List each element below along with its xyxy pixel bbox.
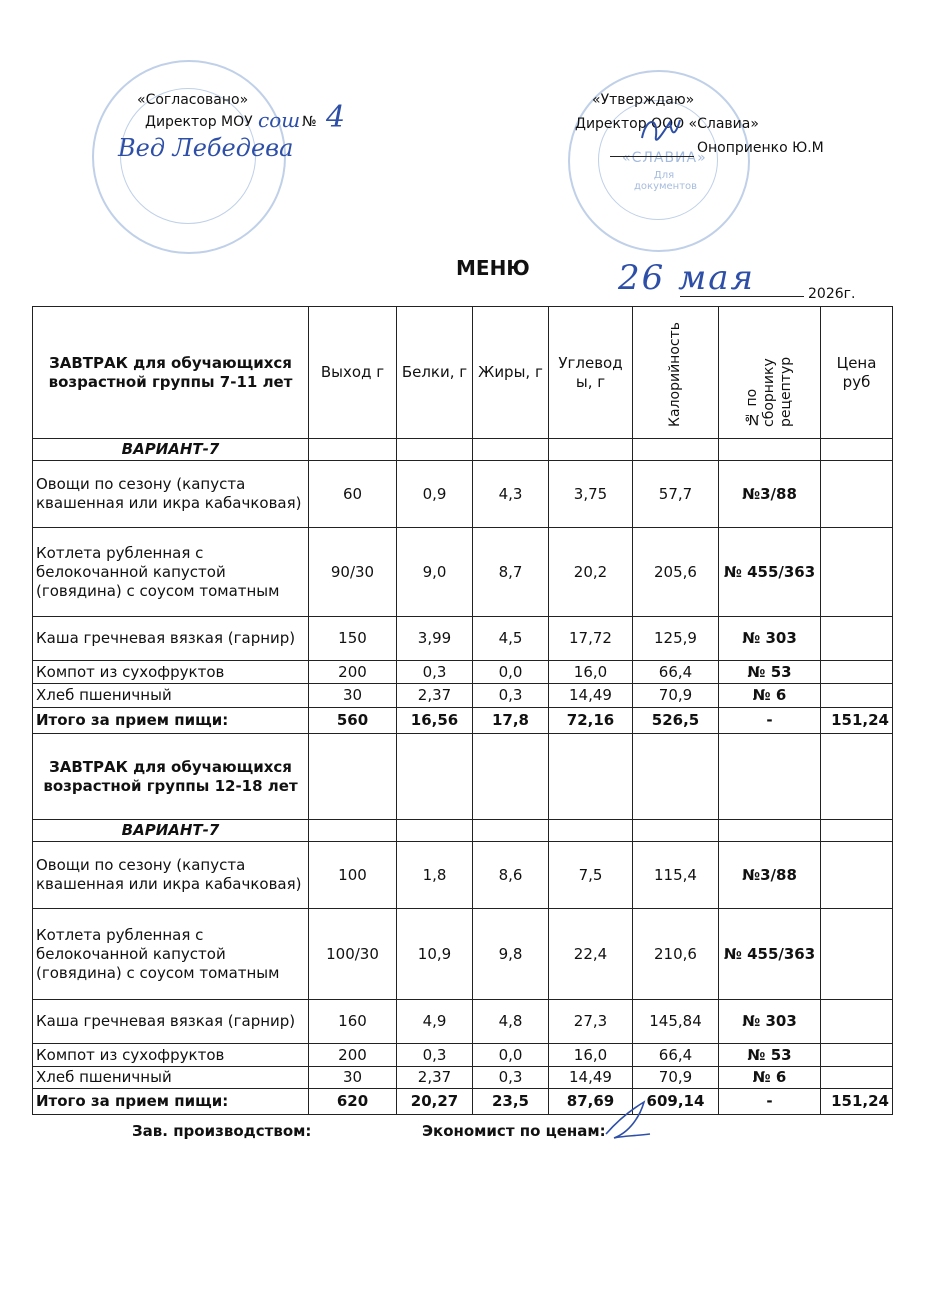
- dish-name: Компот из сухофруктов: [33, 661, 309, 684]
- section2-title: ЗАВТРАК для обучающихся возрастной группы 12-18 лет: [33, 734, 309, 820]
- dish-recipe: №3/88: [719, 842, 821, 909]
- dish-output: 150: [309, 617, 397, 661]
- table-row: [33, 528, 893, 617]
- dish-recipe: № 53: [719, 661, 821, 684]
- total-label: Итого за прием пищи:: [33, 708, 309, 734]
- total-carbs: 72,16: [549, 708, 633, 734]
- dish-calories: 57,7: [633, 461, 719, 528]
- dish-recipe: № 455/363: [719, 528, 821, 617]
- handwritten-signature-left: Вед Лебедева: [118, 134, 294, 162]
- dish-price: [821, 1000, 893, 1044]
- dish-fat: 4,8: [473, 1000, 549, 1044]
- dish-calories: 66,4: [633, 661, 719, 684]
- section2-variant-row: [33, 820, 893, 842]
- director-company-label: Директор ООО «Славиа»: [575, 116, 759, 132]
- col-header-calories-cell: [633, 307, 719, 439]
- signature-right: [636, 108, 686, 158]
- section2-variant: ВАРИАНТ-7: [33, 820, 309, 842]
- dish-calories: 125,9: [633, 617, 719, 661]
- dish-calories: 205,6: [633, 528, 719, 617]
- table-row: [33, 1067, 893, 1089]
- dish-fat: 0,3: [473, 684, 549, 708]
- table-row: [33, 842, 893, 909]
- dish-output: 60: [309, 461, 397, 528]
- director-school-label: Директор МОУ: [145, 114, 253, 130]
- col-header-recipe-cell: [719, 307, 821, 439]
- section2-title-row: [33, 734, 893, 820]
- total-price: 151,24: [821, 708, 893, 734]
- dish-fat: 8,7: [473, 528, 549, 617]
- approved-label-right: «Утверждаю»: [592, 92, 695, 108]
- dish-carbs: 7,5: [549, 842, 633, 909]
- dish-carbs: 16,0: [549, 661, 633, 684]
- dish-fat: 8,6: [473, 842, 549, 909]
- total-fat: 23,5: [473, 1089, 549, 1115]
- dish-carbs: 17,72: [549, 617, 633, 661]
- dish-protein: 0,3: [397, 661, 473, 684]
- dish-fat: 4,5: [473, 617, 549, 661]
- dish-carbs: 20,2: [549, 528, 633, 617]
- total-output: 560: [309, 708, 397, 734]
- dish-output: 200: [309, 1044, 397, 1067]
- dish-carbs: 16,0: [549, 1044, 633, 1067]
- dish-carbs: 14,49: [549, 684, 633, 708]
- signature-economist: [600, 1098, 660, 1146]
- dish-name: Компот из сухофруктов: [33, 1044, 309, 1067]
- footer-economist-label: Экономист по ценам:: [422, 1122, 606, 1140]
- dish-recipe: № 303: [719, 617, 821, 661]
- total-price: 151,24: [821, 1089, 893, 1115]
- total-fat: 17,8: [473, 708, 549, 734]
- dish-recipe: № 6: [719, 1067, 821, 1089]
- dish-carbs: 22,4: [549, 909, 633, 1000]
- col-header-recipe: № по сборнику рецептур: [744, 356, 794, 427]
- menu-title: МЕНЮ: [456, 256, 530, 280]
- signer-name: Оноприенко Ю.М: [697, 140, 824, 156]
- table-row: [33, 684, 893, 708]
- total-protein: 20,27: [397, 1089, 473, 1115]
- dish-price: [821, 528, 893, 617]
- approved-label-left: «Согласовано»: [137, 92, 249, 108]
- dish-output: 100/30: [309, 909, 397, 1000]
- dish-recipe: № 53: [719, 1044, 821, 1067]
- dish-calories: 70,9: [633, 684, 719, 708]
- handwritten-date: 26 мая: [618, 258, 756, 298]
- dish-price: [821, 1044, 893, 1067]
- dish-name: Каша гречневая вязкая (гарнир): [33, 1000, 309, 1044]
- dish-calories: 145,84: [633, 1000, 719, 1044]
- table-header-row: [33, 307, 893, 439]
- total-protein: 16,56: [397, 708, 473, 734]
- dish-price: [821, 909, 893, 1000]
- dish-price: [821, 661, 893, 684]
- total-row: [33, 708, 893, 734]
- dish-calories: 66,4: [633, 1044, 719, 1067]
- dish-output: 30: [309, 1067, 397, 1089]
- dish-recipe: № 6: [719, 684, 821, 708]
- table-row: [33, 1000, 893, 1044]
- col-header-protein: Белки, г: [397, 307, 473, 439]
- dish-recipe: № 455/363: [719, 909, 821, 1000]
- dish-recipe: № 303: [719, 1000, 821, 1044]
- dish-price: [821, 684, 893, 708]
- dish-protein: 0,9: [397, 461, 473, 528]
- dish-protein: 1,8: [397, 842, 473, 909]
- table-row: [33, 909, 893, 1000]
- section1-variant-row: [33, 439, 893, 461]
- dish-fat: 0,0: [473, 661, 549, 684]
- dish-name: Котлета рубленная с белокочанной капустой (говядина) с соусом томатным: [33, 909, 309, 1000]
- date-line: [680, 296, 804, 297]
- total-recipe: -: [719, 1089, 821, 1115]
- table-row: [33, 461, 893, 528]
- col-header-calories: Калорийность: [667, 322, 683, 427]
- dish-output: 200: [309, 661, 397, 684]
- dish-output: 30: [309, 684, 397, 708]
- dish-output: 100: [309, 842, 397, 909]
- total-label: Итого за прием пищи:: [33, 1089, 309, 1115]
- dish-name: Хлеб пшеничный: [33, 1067, 309, 1089]
- dish-name: Овощи по сезону (капуста квашенная или икра кабачковая): [33, 842, 309, 909]
- col-header-price: Цена руб: [821, 307, 893, 439]
- col-header-fat: Жиры, г: [473, 307, 549, 439]
- dish-output: 160: [309, 1000, 397, 1044]
- table-row: [33, 1044, 893, 1067]
- dish-fat: 9,8: [473, 909, 549, 1000]
- total-carbs: 87,69: [549, 1089, 633, 1115]
- table-row: [33, 661, 893, 684]
- number-sign: №: [302, 114, 317, 130]
- dish-fat: 4,3: [473, 461, 549, 528]
- dish-protein: 2,37: [397, 684, 473, 708]
- dish-fat: 0,3: [473, 1067, 549, 1089]
- dish-protein: 10,9: [397, 909, 473, 1000]
- total-output: 620: [309, 1089, 397, 1115]
- dish-name: Каша гречневая вязкая (гарнир): [33, 617, 309, 661]
- dish-calories: 70,9: [633, 1067, 719, 1089]
- company-stamp-note: Для документов: [634, 170, 698, 192]
- dish-recipe: №3/88: [719, 461, 821, 528]
- total-recipe: -: [719, 708, 821, 734]
- dish-calories: 210,6: [633, 909, 719, 1000]
- dish-output: 90/30: [309, 528, 397, 617]
- dish-carbs: 3,75: [549, 461, 633, 528]
- dish-carbs: 27,3: [549, 1000, 633, 1044]
- handwritten-school-type: сош: [258, 108, 301, 132]
- dish-fat: 0,0: [473, 1044, 549, 1067]
- total-calories: 609,14: [633, 1089, 719, 1115]
- section1-variant: ВАРИАНТ-7: [33, 439, 309, 461]
- table-row: [33, 617, 893, 661]
- dish-price: [821, 842, 893, 909]
- company-stamp-name: «СЛАВИА»: [622, 150, 707, 166]
- handwritten-school-number: 4: [326, 100, 346, 135]
- dish-protein: 0,3: [397, 1044, 473, 1067]
- dish-price: [821, 461, 893, 528]
- dish-carbs: 14,49: [549, 1067, 633, 1089]
- footer-production-label: Зав. производством:: [132, 1122, 312, 1140]
- col-header-carbs: Углевод ы, г: [549, 307, 633, 439]
- dish-name: Хлеб пшеничный: [33, 684, 309, 708]
- col-header-output: Выход г: [309, 307, 397, 439]
- total-calories: 526,5: [633, 708, 719, 734]
- dish-price: [821, 1067, 893, 1089]
- dish-protein: 4,9: [397, 1000, 473, 1044]
- dish-price: [821, 617, 893, 661]
- dish-protein: 9,0: [397, 528, 473, 617]
- dish-protein: 2,37: [397, 1067, 473, 1089]
- total-row: [33, 1089, 893, 1115]
- dish-protein: 3,99: [397, 617, 473, 661]
- menu-table: [32, 306, 893, 1115]
- dish-name: Овощи по сезону (капуста квашенная или икра кабачковая): [33, 461, 309, 528]
- dish-calories: 115,4: [633, 842, 719, 909]
- section1-title: ЗАВТРАК для обучающихся возрастной группы 7-11 лет: [33, 307, 309, 439]
- dish-name: Котлета рубленная с белокочанной капустой (говядина) с соусом томатным: [33, 528, 309, 617]
- year-label: 2026г.: [808, 286, 856, 302]
